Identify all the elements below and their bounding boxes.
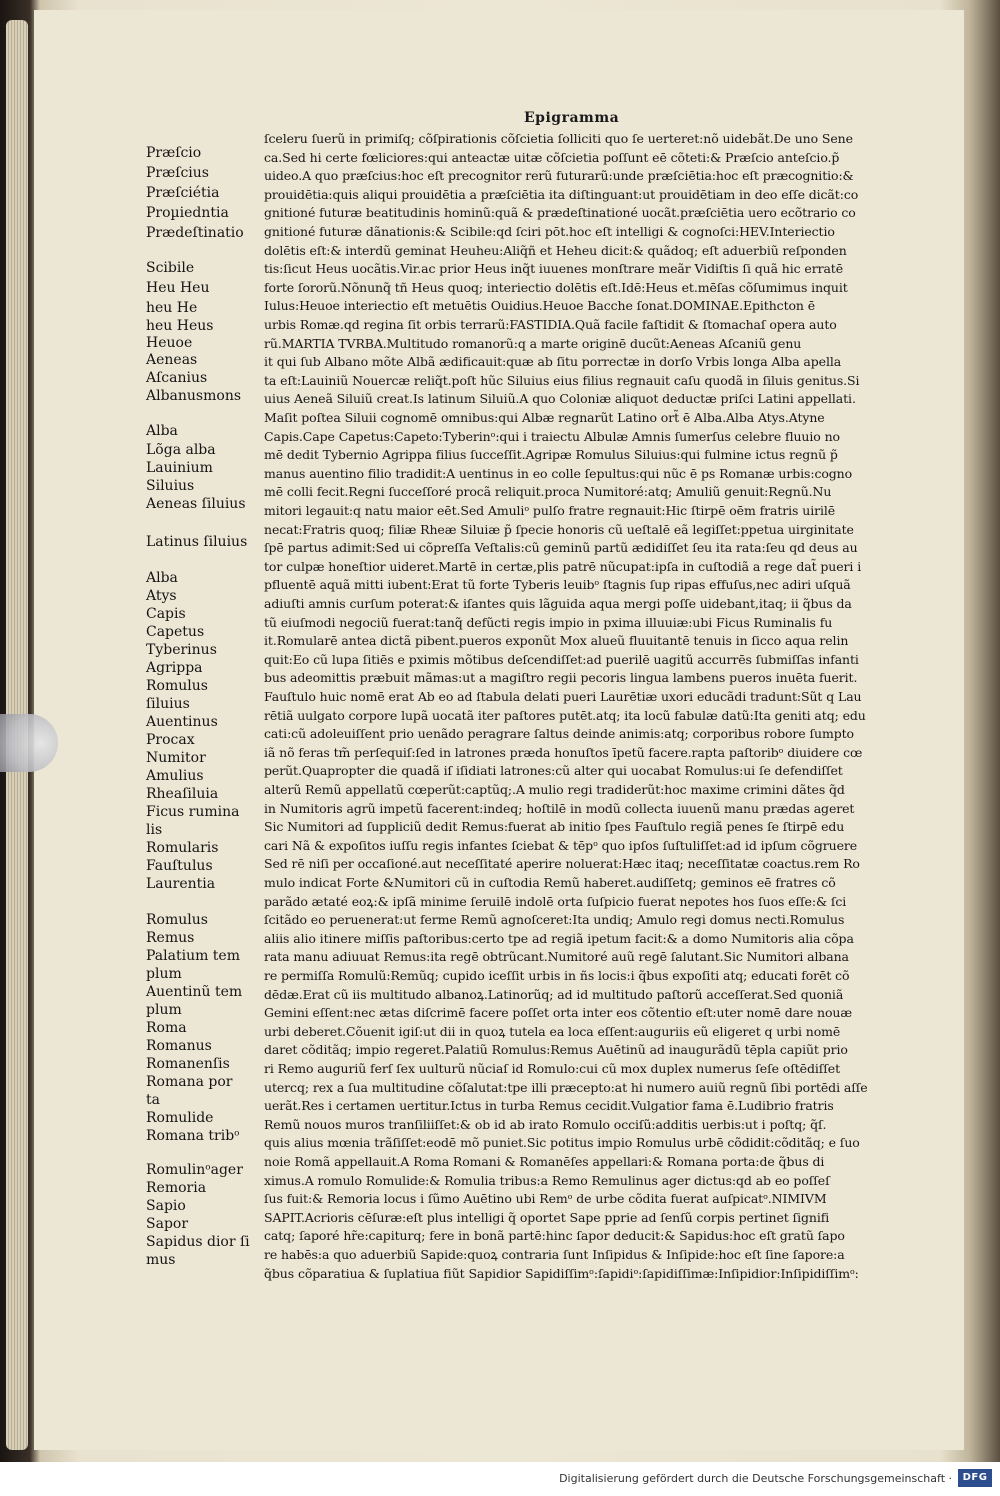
text-line: parãdo ætaté eoꝝ:& ipſã minime ſeruilē indolē orta ſuſpicio fuerat nepotes hos ſuos eſſe:& ſci <box>264 893 847 909</box>
margin-note: Laurentia <box>146 876 216 892</box>
margin-note: Lauinium <box>146 460 213 476</box>
text-line: quit:Eo cũ lupa ſitiēs e pximis mõtibus deſcendiſſet:ad puerilē uagitũ accurrēs ſubmiſſas infanti <box>264 651 859 667</box>
margin-note: Tyberinus <box>146 642 217 658</box>
text-line: ſpē partus adimit:Sed ui cõpreſſa Veſtalis:cũ geminũ partũ ædidiſſet ſeu ita rata:ſeu qd deus au <box>264 540 858 556</box>
margin-note: Romulinᵒager <box>146 1162 243 1178</box>
margin-note: Sapio <box>146 1198 186 1214</box>
margin-note: Palatium tem <box>146 948 240 964</box>
margin-note: Ficus rumina <box>146 804 240 820</box>
text-line: q̃bus cõparatiua & ſuplatiua fiũt Sapidior Sapidiſſimᵒ:ſapidiᵒ:ſapidiſſimæ:Inſipidior:Inſipidiſſimᵒ: <box>264 1265 859 1281</box>
margin-note: Alba <box>146 570 178 586</box>
text-line: rētiã uulgato corpore lupã uocatã iter paſtores putēt.atq; ita locũ fabulæ datũ:Ita geniti atq; edu <box>264 707 866 723</box>
text-line: rata manu adiuuat Remus:ita regē obtrũcant.Numitoré auũ regē ſalutant.Sic Numitori albana <box>264 949 849 965</box>
margin-note: Agrippa <box>146 660 203 676</box>
text-line: ri Remo auguriũ ferſ ſex uulturũ nũciaſ id Romulo:cui cũ mox duplex numerus ſeſe oſtēdiſſet <box>264 1061 841 1076</box>
margin-note: Romularis <box>146 840 219 856</box>
margin-note: Remoria <box>146 1180 207 1196</box>
text-line: manus auentino filio tradidit:A uentinus in eo colle ſepultus:qui nũc ē ps Romanæ urbis:cogno <box>264 465 853 481</box>
margin-note: Latinus ſiluius <box>146 534 248 550</box>
margin-note: Roma <box>146 1020 187 1036</box>
margin-note: Amulius <box>146 768 204 784</box>
text-line: cati:cũ adoleuiſſent prio uenãdo peragrare ſaltus deinde animis:atq; corporibus robore ſumpto <box>264 726 854 742</box>
text-line: it qui ſub Albano mõte Albã ædificauit:quæ ab ſitu porrectæ in dorſo Vrbis longa Alba apella <box>264 354 842 370</box>
margin-note: lis <box>146 822 163 838</box>
margin-note: plum <box>146 966 182 982</box>
text-line: ta eſt:Lauiniũ Nouercæ reliq̃t.poſt hũc Siluius eius filius regnauit caſu quodã in ſiluis genitus.Si <box>264 372 860 388</box>
margin-note: Auentinũ tem <box>146 984 243 1000</box>
text-line: adiuſti amnis curſum poterat:& iſantes quis lãguida aqua mergi poſſe uidebant,itaq; ii q̃bus da <box>264 596 852 611</box>
margin-note: Capis <box>146 606 186 622</box>
text-line: rũ.MARTIA TVRBA.Multitudo romanorũ:q a marte originē ducũt:Aeneas Aſcaniũ genu <box>264 335 802 351</box>
dfg-logo-icon: DFG <box>958 1469 992 1487</box>
text-line: necat:Fratris quoq; filiæ Rheæ Siluiæ p̃ ſpecie honoris cũ ueſtalē eã legiſſet:ppetua uirginitate <box>264 521 854 537</box>
footer-bar <box>0 1462 1000 1496</box>
text-line: gnitioné futuræ dãnationis:& Scibile:qd ſciri pōt.hoc eſt intelligi & cognoſci:HEV.Interiectio <box>264 224 835 239</box>
margin-note: Romanenſis <box>146 1056 230 1072</box>
margin-note: Lõga alba <box>146 442 216 458</box>
margin-note: ta <box>146 1092 160 1108</box>
running-header: Epigramma <box>524 110 620 126</box>
text-line: uideo.A quo præſcius:hoc eſt precognitor rerũ futurarũ:unde præſciētia:hoc eſt præcognitio:& <box>264 168 854 184</box>
text-line: Fauſtulo huic nomē erat Ab eo ad ſtabula delati pueri Laurētiæ uxori educãdi tradunt:Sũt q Lau <box>264 689 862 704</box>
text-line: ximus.A romulo Romulide:& Romulia tribus:a Remo Remulinus ager dictus:qd ab eo poſſeſ <box>264 1172 830 1188</box>
margin-note: Prædeſtinatio <box>146 225 244 241</box>
text-line: tor culpæ honeſtior uideret.Martē in certæ,plis patrē nũcupat:ipſa in cuſtodiã a rege dat̃ pueri i <box>264 558 862 574</box>
text-line: catq; ſaporé hr̃e:capiturq; fere in bonã partē:hinc ſapor deducit:& Sapidus:hoc eſt gratũ ſapo <box>264 1228 845 1244</box>
text-line: cari Nã & expoſitos iuſſu regis infantes ſciebat & tēpᵒ quo ipſos ſuſtuliſſet:ad id ipſum cõgruere <box>264 837 858 853</box>
text-line: it.Romularē antea dictã pibent.pueros exponũt Mox alueũ fluuitantē tenuis in ſicco aqua relin <box>264 633 849 649</box>
margin-note: heu He <box>146 300 198 316</box>
text-line: Iulus:Heuoe interiectio eſt metuētis Ouidius.Heuoe Bacche ſonat.DOMINAE.Epithcton ē <box>264 298 816 314</box>
margin-note: Proµiedntia <box>146 205 229 221</box>
margin-note: Rheaſiluia <box>146 786 219 802</box>
text-line: alterũ Remũ appellatũ cœperũt:captũq;.A mulio regi tradiderũt:hoc maxime crimini dãtes q̃d <box>264 782 845 797</box>
text-line: ſcitãdo eo peruenerat:ut ferme Remũ agnoſceret:Ita undiq; Amulo regi domus necti.Romulus <box>264 912 845 928</box>
margin-note: Aeneas <box>146 352 198 368</box>
margin-note: Numitor <box>146 750 206 766</box>
margin-note: Atys <box>146 588 177 604</box>
text-line: mulo indicat Forte &Numitori cũ in cuſtodia Remũ haberet.audiſſetq; geminos eē fratres cõ <box>264 875 836 890</box>
text-line: mē dedit Tybernio Agrippa filius ſucceſſit.Agripæ Romulus Siluius:qui fulmine ictus regnũ p̃ <box>264 447 838 463</box>
text-line: aliis alio itinere miſſis paſtoribus:certo tpe ad regiã ipetum facit:& a domo Numitoris alia cõpa <box>264 930 854 946</box>
page-clip <box>0 714 58 772</box>
text-line: re permiſſa Romulũ:Remũq; cupido iceſſit urbis in ñs locis:i q̃bus expoſiti atq; educati forēt cõ <box>264 968 850 983</box>
margin-note: Sapidus dior ſi <box>146 1234 250 1250</box>
margin-note: Romana tribᵒ <box>146 1128 240 1144</box>
text-line: daret cõditãq; impio regeret.Palatiũ Romulus:Remus Auētinũ ad inaugurãdũ tēpla capiũt prio <box>264 1042 848 1058</box>
margin-note: plum <box>146 1002 182 1018</box>
text-line: dolētis eſt:& interdũ geminat Heuheu:Aliq̃ñ et Heheu dicit:& quãdoq; eſt aduerbiũ reſponden <box>264 242 847 258</box>
text-line: Remũ nouos muros tranſiliiſſet:& ob id ab irato Romulo occiſũ:additis uerbis:ut i poſtq; q̃ſ. <box>264 1116 827 1132</box>
margin-note: Romulus <box>146 678 208 694</box>
text-line: dēdæ.Erat cũ iis multitudo albanoꝝ.Latinorũq; ad id multitudo paſtorũ acceſſerat.Sed quoniã <box>264 986 844 1002</box>
text-line: ſus fuit:& Remoria locus i ſũmo Auētino ubi Remᵒ de urbe cõdita fuerat auſpicatᵒ.NIMIVM <box>264 1191 827 1207</box>
text-line: Sic Numitori ad ſuppliciũ dedit Remus:fuerat ab initio ſpes Fauſtulo regiã penes ſe ſtirpē edu <box>264 819 845 835</box>
margin-note: Præſciétia <box>146 185 220 201</box>
margin-note: Romanus <box>146 1038 212 1054</box>
text-line: urbi deberet.Cõuenit igiſ:ut dii in quoꝝ tutela ea loca eſſent:auguriis eũ eligeret q urbi nomē <box>264 1023 841 1039</box>
margin-note: Romulus <box>146 912 208 928</box>
text-line: tis:ſicut Heus uocãtis.Vir.ac prior Heus inq̃t iuuenes monſtrare meãr Vidiſtis ſi quã hic erratē <box>264 261 844 277</box>
margin-note: Heu Heu <box>146 280 210 296</box>
margin-note: Romana por <box>146 1074 233 1090</box>
margin-note: Auentinus <box>146 714 218 730</box>
margin-note: Aſcanius <box>146 370 208 386</box>
margin-note: Siluius <box>146 478 195 494</box>
text-line: urbis Romæ.qd regina ſit orbis terrarũ:FASTIDIA.Quã facile faſtidit & ſtomachaſ opera auto <box>264 317 837 332</box>
margin-note: Heuoe <box>146 335 193 351</box>
margin-note: Procax <box>146 732 195 748</box>
margin-note: ſiluius <box>146 696 190 712</box>
text-line: SAPIT.Acrioris cēſuræ:eſt plus intelligi q̃ oportet Sape pprie ad ſenſũ corpis pertinet ſignifi <box>264 1209 830 1225</box>
text-line: noie Romã appellauit.A Roma Romani & Romanēſes appellari:& Romana porta:de q̃bus di <box>264 1154 825 1169</box>
text-line: uius Aeneã Siluiũ creat.Is latinum Siluiũ.A quo Coloniæ aliquot deductæ priſci Latini appellati. <box>264 391 856 407</box>
margin-note: Præſcius <box>146 165 209 181</box>
margin-note: Scibile <box>146 260 195 276</box>
margin-note: Aeneas ſiluius <box>146 496 246 512</box>
margin-note: Capetus <box>146 624 205 640</box>
text-line: utercq; rex a ſua multitudine cõſalutat:tpe illi præcepto:at hi numero auiũ regnũ ſibi portēdi aſſe <box>264 1079 868 1095</box>
text-line: Capis.Cape Capetus:Capeto:Tyberinᵒ:qui i traiectu Albulæ Amnis ſumerſus celebre fluuio no <box>264 428 840 444</box>
text-line: uerãt.Res i certamen uertitur.Ictus in turba Remus cecidit.Vulgatior fama ē.Ludibrio fratris <box>264 1098 834 1114</box>
printed-page <box>34 10 964 1450</box>
text-line: mē colli fecit.Regni ſucceſſoré procã reliquit.proca Numitoré:atq; Amuliũ genuit:Regnũ.Nu <box>264 484 832 500</box>
text-line: in Numitoris agrũ impetũ facerent:indeq; hoſtilē in modũ collecta iuuenũ manu prædas ageret <box>264 800 855 816</box>
margin-note: Romulide <box>146 1110 214 1126</box>
text-line: tũ eiuſmodi negociũ fuerat:tanq̃ defũcti regis impio in pxima illuuiæ:ubi Ficus Ruminalis fu <box>264 614 833 630</box>
funding-credit: Digitalisierung gefördert durch die Deutsche Forschungsgemeinschaft · <box>559 1472 952 1485</box>
text-line: re habēs:a quo aduerbiũ Sapide:quoꝝ contraria ſunt Inſipidus & Inſipide:hoc eſt ſine ſapore:a <box>264 1247 845 1262</box>
margin-note: Albanusmons <box>146 388 242 404</box>
text-line: ſceleru ſuerũ in primiſq; cõſpirationis cõſcietia ſolliciti quo ſe uerteret:nõ uidebãt.De uno Sene <box>264 131 853 146</box>
text-line: prouidētia:quis aliqui prouidētia a præſciētia ita diſtinguant:ut prouidētiam in deo eſſe dicãt:co <box>264 186 859 202</box>
margin-note: Sapor <box>146 1216 189 1232</box>
margin-note: heu Heus <box>146 318 214 334</box>
text-line: pfluentē aquã mitti iubent:Erat tũ forte Tyberis leuibᵒ ſtagnis ſup ripas effuſus,nec adiri uſquã <box>264 577 851 593</box>
text-line: Maſit poſtea Siluii cognomē omnibus:qui Albæ regnarũt Latino ort̃ ē Alba.Alba Atys.Atyne <box>264 410 825 425</box>
margin-note: mus <box>146 1252 176 1268</box>
margin-note: Alba <box>146 423 178 439</box>
text-line: iã nõ feras tm̃ perſequiſ:ſed in latrones præda honuſtos īpetũ facere.rapta paſtoribᵒ diuidere cœ <box>264 744 863 760</box>
margin-note: Fauſtulus <box>146 858 213 874</box>
text-line: forte ſororũ.Nõnunq̃ tñ Heus quoq; interiectio dolētis eſt.Idē:Heus et.mēſas cõſumimus inquit <box>264 279 848 295</box>
text-line: perũt.Quapropter die quadã iſ iſidiati latrones:cũ alter qui uocabat Romulus:ui ſe defendiſſet <box>264 763 843 779</box>
text-line: quis alius mœnia trãſiſſet:eodē mõ puniet.Sic potitus impio Romulus urbē cõdidit:cõditãq; e ſuo <box>264 1135 860 1151</box>
text-line: Gemini eſſent:nec ætas diſcrimē facere poſſet orta inter eos cõtentio eſt:uter nomē dare nouæ <box>264 1005 852 1021</box>
text-line: Sed rē niſi per occaſioné.aut neceſſitaté aperire noluerat:Hæc itaq; neceſſitatæ coactus.rem Ro <box>264 856 860 872</box>
text-line: gnitioné futuræ beatitudinis hominũ:quã & prædeſtinationé uocãt.præſciētia uero ecõtrario co <box>264 205 856 221</box>
text-line: ca.Sed hi certe fœliciores:qui anteactæ uitæ cõſcietia poſſunt eē cõteti:& Præſcio anteſcio.p̃ <box>264 149 840 165</box>
text-line: bus adeomittis præbuit mãmas:ut a magiſtro regii pecoris lingua lambens pueros inuēta fuerit. <box>264 670 858 686</box>
text-line: mitori legauit:q natu maior eēt.Sed Amuliᵒ pulſo fratre regnauit:Hic ſtirpē oēm fratris uirilē <box>264 503 836 518</box>
margin-note: Remus <box>146 930 195 946</box>
margin-note: Præſcio <box>146 145 202 161</box>
